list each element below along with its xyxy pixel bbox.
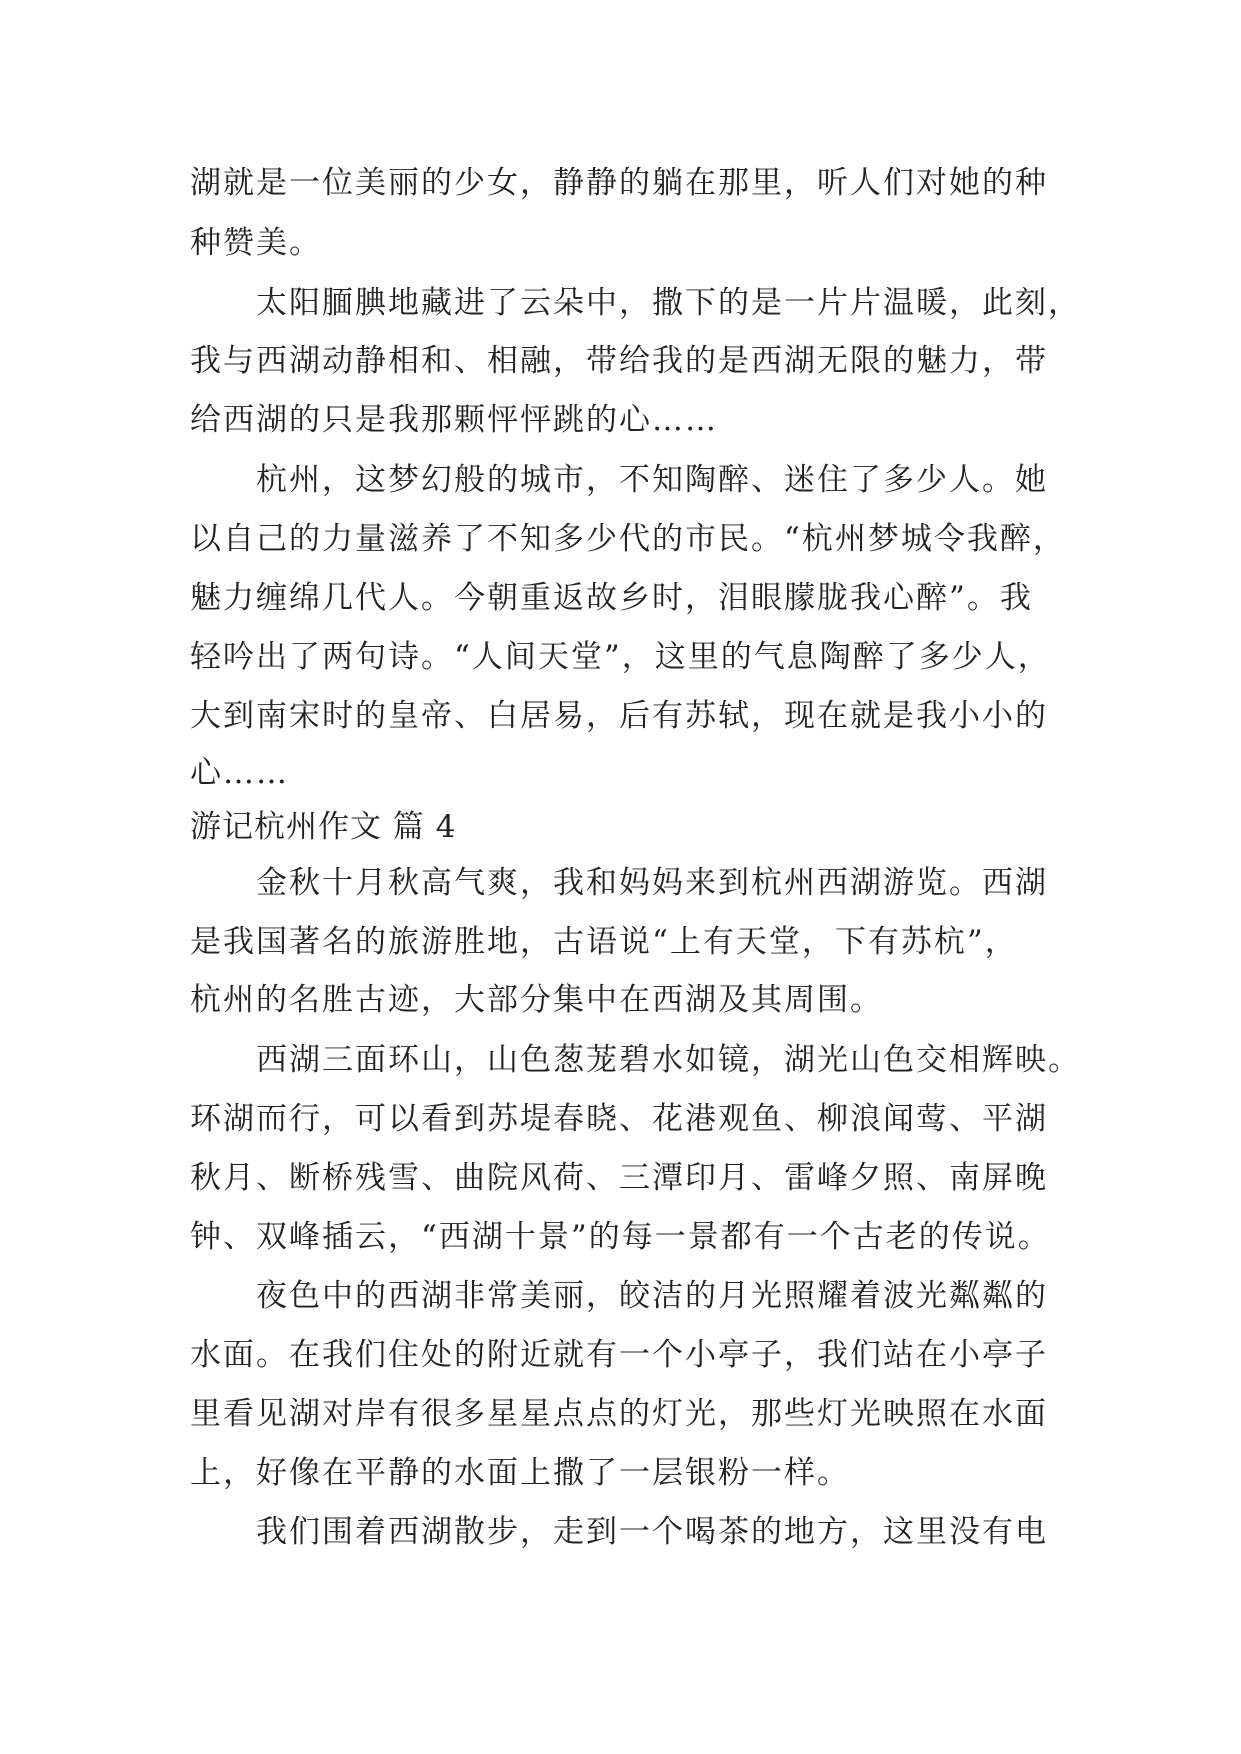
text-line: 我与西湖动静相和、相融，带给我的是西湖无限的魅力，带 [190, 343, 1048, 379]
text-line: 轻吟出了两句诗。“人间天堂”，这里的气息陶醉了多少人， [190, 639, 1051, 675]
text-line: 钟、双峰插云，“西湖十景”的每一景都有一个古老的传说。 [190, 1219, 1051, 1255]
text-line: 我们围着西湖散步，走到一个喝茶的地方，这里没有电 [190, 1514, 1048, 1550]
text-line: 魅力缠绵几代人。今朝重返故乡时，泪眼朦胧我心醉”。我 [190, 580, 1033, 616]
text-line: 环湖而行，可以看到苏堤春晓、花港观鱼、柳浪闻莺、平湖 [190, 1101, 1048, 1137]
text-line: 心…… [190, 755, 289, 791]
text-line: 大到南宋时的皇帝、白居易，后有苏轼，现在就是我小小的 [190, 698, 1048, 734]
text-line: 太阳腼腆地藏进了云朵中，撒下的是一片片温暖，此刻， [190, 285, 1081, 321]
text-line: 种赞美。 [190, 225, 322, 261]
text-line: 是我国著名的旅游胜地，古语说“上有天堂，下有苏杭”， [190, 924, 1018, 960]
text-line: 里看见湖对岸有很多星星点点的灯光，那些灯光映照在水面 [190, 1396, 1048, 1432]
text-line: 给西湖的只是我那颗怦怦跳的心…… [190, 402, 718, 438]
text-line: 湖就是一位美丽的少女，静静的躺在那里，听人们对她的种 [190, 165, 1048, 201]
text-line: 杭州的名胜古迹，大部分集中在西湖及其周围。 [190, 982, 883, 1018]
text-line: 以自己的力量滋养了不知多少代的市民。“杭州梦城令我醉， [190, 521, 1066, 557]
text-line: 秋月、断桥残雪、曲院风荷、三潭印月、雷峰夕照、南屏晚 [190, 1160, 1048, 1196]
section-heading: 游记杭州作文 篇 4 [190, 809, 457, 845]
text-line: 夜色中的西湖非常美丽，皎洁的月光照耀着波光粼粼的 [190, 1278, 1048, 1314]
text-line: 上，好像在平静的水面上撒了一层银粉一样。 [190, 1455, 850, 1491]
text-line: 西湖三面环山，山色葱茏碧水如镜，湖光山色交相辉映。 [190, 1042, 1081, 1078]
text-line: 金秋十月秋高气爽，我和妈妈来到杭州西湖游览。西湖 [190, 865, 1048, 901]
text-line: 杭州，这梦幻般的城市，不知陶醉、迷住了多少人。她 [190, 462, 1048, 498]
text-line: 水面。在我们住处的附近就有一个小亭子，我们站在小亭子 [190, 1337, 1048, 1373]
